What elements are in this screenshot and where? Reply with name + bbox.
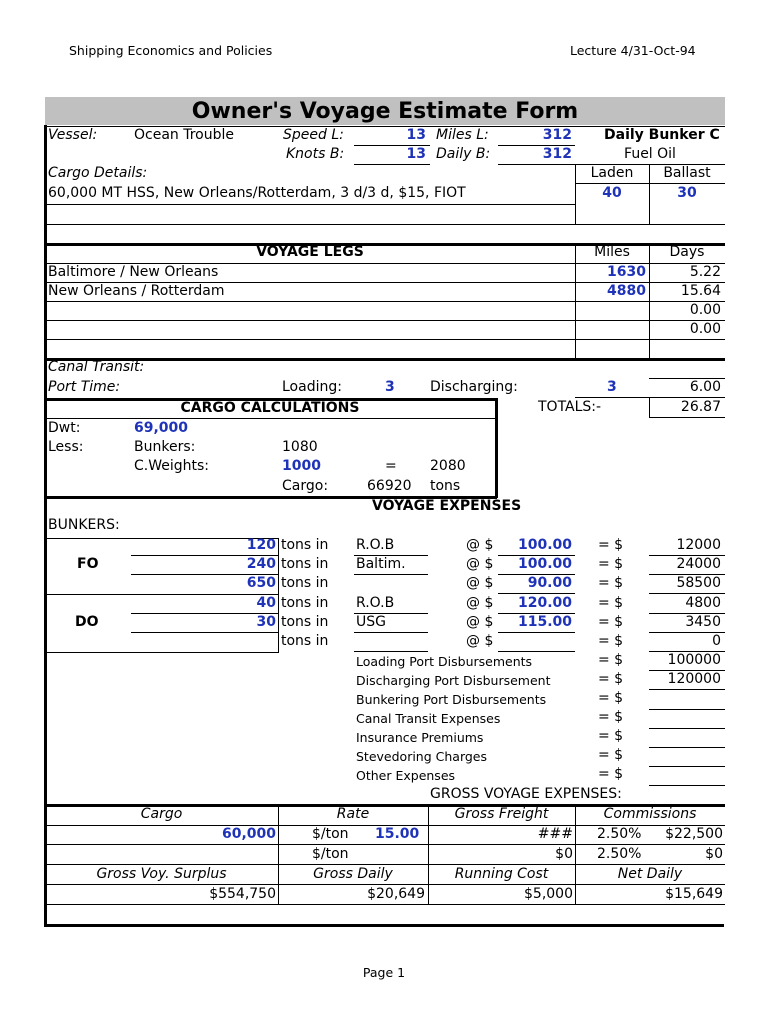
cweights-value[interactable]: 1000 [282, 458, 321, 474]
page-number: Page 1 [362, 965, 406, 980]
bunker-qty[interactable]: 120 [246, 537, 276, 553]
bunker-price[interactable]: 100.00 [517, 537, 572, 553]
expense-label: Loading Port Disbursements [356, 654, 533, 669]
miles-laden-value[interactable]: 312 [542, 127, 572, 143]
less-label: Less: [48, 439, 84, 455]
vessel-name: Ocean Trouble [134, 127, 235, 143]
equals-dollar: = $ [598, 766, 624, 782]
days-header: Days [669, 244, 705, 260]
freight-header-cargo: Cargo [140, 806, 183, 822]
commission-amount: $0 [705, 846, 723, 862]
commission-pct[interactable]: 2.50% [597, 826, 642, 842]
at-price-label: @ $ [466, 633, 494, 649]
equals-dollar: = $ [598, 575, 624, 591]
fo-label: FO [77, 556, 99, 572]
expense-label: Insurance Premiums [356, 730, 484, 745]
loading-label: Loading: [282, 379, 342, 395]
summary-header-running-cost: Running Cost [454, 866, 549, 882]
gross-voyage-surplus: $554,750 [209, 886, 276, 902]
equals-dollar: = $ [598, 556, 624, 572]
bunker-place[interactable]: R.O.B [356, 595, 395, 611]
equals-dollar: = $ [598, 747, 624, 763]
at-price-label: @ $ [466, 575, 494, 591]
tons-in-label: tons in [281, 595, 329, 611]
bunker-total: 24000 [676, 556, 721, 572]
expense-value[interactable]: 100000 [667, 652, 721, 668]
equals-dollar: = $ [598, 633, 624, 649]
loading-days[interactable]: 3 [385, 379, 395, 395]
cargo-label: Cargo: [282, 478, 329, 494]
laden-consumption[interactable]: 40 [602, 185, 622, 201]
daily-ballast-value[interactable]: 312 [542, 146, 572, 162]
rate-unit: $/ton [312, 846, 349, 862]
expense-label: Discharging Port Disbursement [356, 673, 551, 688]
discharging-days[interactable]: 3 [607, 379, 617, 395]
speed-laden-label: Speed L: [283, 127, 344, 143]
voyage-legs-heading: VOYAGE LEGS [256, 244, 364, 260]
bunker-qty[interactable]: 240 [246, 556, 276, 572]
bunker-price[interactable]: 115.00 [517, 614, 572, 630]
port-time-label: Port Time: [48, 379, 121, 395]
tons-in-label: tons in [281, 575, 329, 591]
miles-header: Miles [594, 244, 630, 260]
miles-laden-label: Miles L: [436, 127, 489, 143]
bunker-total: 4800 [685, 595, 721, 611]
fuel-oil-label: Fuel Oil [624, 146, 676, 162]
bunker-price[interactable]: 90.00 [527, 575, 572, 591]
leg-miles[interactable]: 1630 [607, 264, 646, 280]
equals-dollar: = $ [598, 709, 624, 725]
freight-header-commissions: Commissions [603, 806, 697, 822]
gross-daily: $20,649 [367, 886, 425, 902]
bunker-qty[interactable]: 650 [246, 575, 276, 591]
commission-pct[interactable]: 2.50% [597, 846, 642, 862]
totals-label: TOTALS:- [538, 399, 602, 415]
bunkers-label: Bunkers: [134, 439, 196, 455]
expense-label: Other Expenses [356, 768, 456, 783]
bunker-place[interactable]: USG [356, 614, 386, 630]
dwt-value[interactable]: 69,000 [134, 420, 189, 436]
discharging-label: Discharging: [430, 379, 518, 395]
expense-label: Stevedoring Charges [356, 749, 488, 764]
leg-days: 15.64 [680, 283, 721, 299]
expense-value[interactable]: 120000 [667, 671, 721, 687]
bunker-price[interactable]: 120.00 [517, 595, 572, 611]
leg-days: 0.00 [689, 321, 721, 337]
gross-freight: ### [537, 826, 573, 842]
cargo-value: 66920 [367, 478, 412, 494]
tons-in-label: tons in [281, 556, 329, 572]
ballast-label: Ballast [663, 165, 711, 181]
freight-cargo-qty[interactable]: 60,000 [221, 826, 276, 842]
bunker-total: 3450 [685, 614, 721, 630]
commission-amount: $22,500 [665, 826, 723, 842]
voyage-expenses-heading: VOYAGE EXPENSES [372, 498, 522, 514]
cweights-label: C.Weights: [134, 458, 210, 474]
bunker-total: 0 [712, 633, 721, 649]
equals-dollar: = $ [598, 537, 624, 553]
expense-label: Bunkering Port Disbursements [356, 692, 547, 707]
knots-ballast-label: Knots B: [286, 146, 345, 162]
bunkers-value: 1080 [282, 439, 318, 455]
do-label: DO [75, 614, 99, 630]
at-price-label: @ $ [466, 537, 494, 553]
cargo-unit: tons [430, 478, 461, 494]
ballast-consumption[interactable]: 30 [677, 185, 697, 201]
summary-header-surplus: Gross Voy. Surplus [96, 866, 227, 882]
form-title: Owner's Voyage Estimate Form [191, 99, 579, 124]
bunker-qty[interactable]: 30 [256, 614, 276, 630]
equals-dollar: = $ [598, 690, 624, 706]
equals-dollar: = $ [598, 671, 624, 687]
leg-name[interactable]: Baltimore / New Orleans [48, 264, 219, 280]
bunker-price[interactable]: 100.00 [517, 556, 572, 572]
doc-header-right: Lecture 4/31-Oct-94 [570, 43, 696, 58]
doc-header-left: Shipping Economics and Policies [69, 43, 273, 58]
bunker-place[interactable]: Baltim. [356, 556, 406, 572]
leg-name[interactable]: New Orleans / Rotterdam [48, 283, 225, 299]
bunker-place[interactable]: R.O.B [356, 537, 395, 553]
net-daily: $15,649 [665, 886, 723, 902]
at-price-label: @ $ [466, 556, 494, 572]
cargo-details-label: Cargo Details: [48, 165, 148, 181]
cargo-details-value[interactable]: 60,000 MT HSS, New Orleans/Rotterdam, 3 d/3 d, $15, FIOT [48, 185, 466, 201]
freight-header-gross: Gross Freight [454, 806, 549, 822]
freight-header-rate: Rate [336, 806, 370, 822]
tons-in-label: tons in [281, 537, 329, 553]
equals-dollar: = $ [598, 652, 624, 668]
gross-freight: $0 [555, 846, 573, 862]
leg-days: 0.00 [689, 302, 721, 318]
summary-header-net-daily: Net Daily [617, 866, 683, 882]
bunker-total: 12000 [676, 537, 721, 553]
totals-days: 26.87 [680, 399, 721, 415]
leg-miles[interactable]: 4880 [607, 283, 646, 299]
daily-bunker-heading: Daily Bunker C [604, 127, 720, 143]
bunkers-section-label: BUNKERS: [48, 517, 120, 533]
knots-ballast-value[interactable]: 13 [406, 146, 426, 162]
rate-unit: $/ton [312, 826, 349, 842]
cweights-total: 2080 [430, 458, 466, 474]
summary-header-gross-daily: Gross Daily [313, 866, 393, 882]
laden-label: Laden [590, 165, 634, 181]
bunker-total: 58500 [676, 575, 721, 591]
dwt-label: Dwt: [48, 420, 81, 436]
port-days: 6.00 [689, 379, 721, 395]
daily-ballast-label: Daily B: [436, 146, 491, 162]
cweights-equals: = [385, 458, 397, 474]
speed-laden-value[interactable]: 13 [406, 127, 426, 143]
tons-in-label: tons in [281, 633, 329, 649]
tons-in-label: tons in [281, 614, 329, 630]
bunker-qty[interactable]: 40 [256, 595, 276, 611]
gross-voyage-expenses-label: GROSS VOYAGE EXPENSES: [430, 786, 622, 802]
cargo-calc-heading: CARGO CALCULATIONS [180, 400, 360, 416]
vessel-label: Vessel: [48, 127, 98, 143]
running-cost[interactable]: $5,000 [524, 886, 573, 902]
equals-dollar: = $ [598, 614, 624, 630]
equals-dollar: = $ [598, 595, 624, 611]
at-price-label: @ $ [466, 614, 494, 630]
at-price-label: @ $ [466, 595, 494, 611]
canal-transit-label: Canal Transit: [48, 359, 145, 375]
leg-days: 5.22 [689, 264, 721, 280]
freight-rate[interactable]: 15.00 [375, 826, 420, 842]
expense-label: Canal Transit Expenses [356, 711, 501, 726]
equals-dollar: = $ [598, 728, 624, 744]
